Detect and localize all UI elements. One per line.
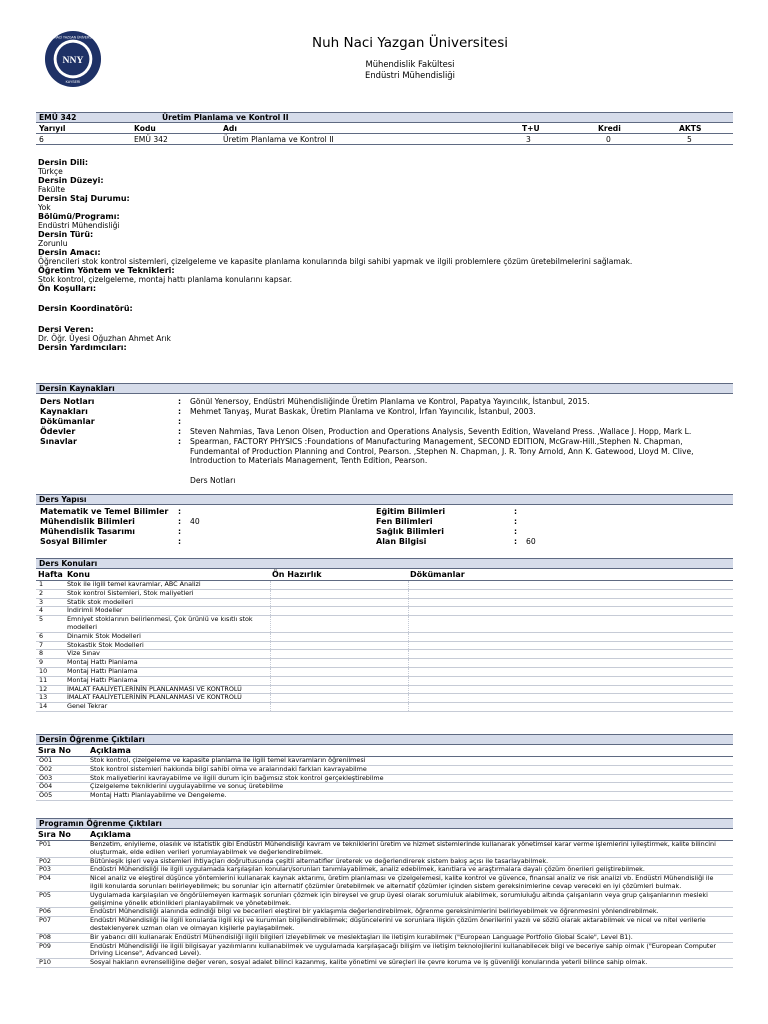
course-table (36, 112, 733, 145)
col-adi: Adı (223, 124, 237, 133)
topic-row (36, 599, 733, 608)
yapi-value: 40 (190, 517, 200, 526)
col-aciklama: Açıklama (90, 830, 131, 839)
val-akts: 5 (687, 135, 692, 144)
university-title: Nuh Naci Yazgan Üniversitesi (312, 35, 508, 51)
yapi-value: 60 (526, 537, 536, 546)
topic-row (36, 642, 733, 651)
info-label: Dersin Staj Durumu: (38, 194, 130, 203)
logo-ring-text: NUH NACİ YAZGAN ÜNİVERSİTESİ (46, 35, 100, 40)
kaynaklar-section (36, 383, 733, 485)
faculty-name: Mühendislik Fakültesi (365, 59, 455, 69)
yapi-label: Matematik ve Temel Bilimler (40, 507, 169, 516)
info-value: Endüstri Mühendisliği (38, 221, 120, 230)
kaynaklar-list (36, 397, 733, 485)
info-label: Dersin Türü: (38, 230, 94, 239)
kaynak-value: Steven Nahmias, Tava Lenon Olsen, Production and Operations Analysis, Seventh Edition, Waveland Press. ,Wallace J. Hopp, Mark L. (190, 427, 692, 436)
outcome-no: Ö02 (39, 764, 53, 773)
yapi-row (36, 517, 733, 527)
topic-week: 8 (39, 649, 44, 658)
col-on-hazirlik: Ön Hazırlık (272, 570, 322, 579)
program-text: Bir yabancı dili kullanarak Endüstri Mühendisliği ilgili bilgileri izleyebilmek ve meslektaşları ile iletişim kurabilmek ("European Language Portfolio Global Scale", Level B1). (90, 932, 633, 941)
outcome-no: Ö05 (39, 791, 53, 800)
kaynak-colon: : (178, 437, 182, 446)
info-label: Dersin Koordinatörü: (38, 304, 133, 313)
program-no: P08 (39, 932, 51, 941)
topic-text: Stok ile ilgili temel kavramlar, ABC Analizi (67, 580, 201, 588)
topic-week: 9 (39, 658, 44, 667)
page-header (0, 0, 768, 106)
kaynak-value: Ders Notları (190, 476, 236, 485)
info-value: Zorunlu (38, 239, 68, 248)
topic-text: Emniyet stoklarının belirlenmesi, Çok ürünlü ve kısıtlı stok modelleri (67, 615, 253, 631)
yapi-row (36, 507, 733, 517)
yapi-title: Ders Yapısı (36, 494, 733, 505)
kaynak-value: Mehmet Tanyaş, Murat Baskak, Üretim Planlama ve Kontrol, İrfan Yayıncılık, İstanbul, 2003. (190, 407, 536, 416)
yapi-label: Sosyal Bilimler (40, 537, 107, 546)
program-row (36, 841, 733, 858)
program-text: Endüstri Mühendisliği ile ilgili konularda ilgili kişi ve kurumları bilgilendirebilmek; düşüncelerini ve sorunlara ilişkin çözüm önerilerini yazılı ve sözlü olarak aktarabilmek ve nicel ve nitel verilerle desteklenyerek uzman olan ve olmayan kişilerle paylaşabilmek. (90, 916, 706, 932)
program-row (36, 875, 733, 892)
info-label: Dersin Düzeyi: (38, 176, 104, 185)
outcome-no: Ö03 (39, 773, 53, 782)
col-dokumanlar: Dökümanlar (410, 570, 465, 579)
topic-text: Stokastik Stok Modelleri (67, 640, 144, 649)
topic-text: Vize Sınav (67, 649, 100, 658)
info-value: Türkçe (38, 167, 63, 176)
program-no: P05 (39, 890, 51, 899)
topic-text: Dinamik Stok Modelleri (67, 631, 141, 640)
ogrenme-section (36, 734, 733, 801)
program-text: Sosyal hakların evrenselliğine değer veren, sosyal adalet bilinci kazanmış, kalite yönetimi ve süreçleri ile çevre koruma ve iş güvenliği konularında yeterli bilince sahip olmak. (90, 958, 648, 967)
val-yariyil: 6 (39, 135, 44, 144)
col-yariyil: Yarıyıl (39, 124, 66, 133)
yapi-colon: : (514, 517, 518, 526)
topic-text: İMALAT FAALİYETLERİNİN PLANLANMASI VE KONTROLÜ (67, 684, 242, 693)
yapi-colon: : (514, 527, 518, 536)
konular-rows (36, 581, 733, 712)
program-no: P02 (39, 856, 51, 865)
topic-week: 12 (39, 684, 48, 693)
topic-text: Montaj Hattı Planlama (67, 658, 138, 667)
topic-week: 7 (39, 640, 44, 649)
course-value-row (36, 134, 733, 145)
program-text: Endüstri Mühendisliği alanında edindiği bilgi ve becerileri eleştirel bir yaklaşımla değerlendirebilmek, öğrenme gereksinimlerini belirleyebilmek ve öğrenmesini yönlendirebilmek. (90, 907, 659, 916)
col-sira-no: Sıra No (38, 746, 71, 755)
topic-row (36, 616, 733, 633)
val-kodu: EMÜ 342 (134, 135, 168, 144)
col-hafta: Hafta (38, 570, 63, 579)
program-text: Nicel analiz ve eleştirel düşünce yöntemlerini kullanarak kaynak aktarımı, üretim planlaması ve çizelgelemesi, kalite kontrol ve güvence, finansal analiz ve risk analizi vb. Endüstri Mühendisliği ile ilgili konularda sorunları belirleyebilmek; bu sorunlar için alternatif çözümler üretebilmek ve alternatif çözümler içinden sistem gereksinimlerine cevap vereceki en iyi çözümleri bulmak. (90, 874, 714, 890)
kaynak-colon: : (178, 417, 182, 426)
yapi-colon: : (178, 507, 182, 516)
topic-row (36, 668, 733, 677)
yapi-colon: : (514, 507, 518, 516)
ogrenme-title: Dersin Öğrenme Çıktıları (36, 734, 733, 745)
kaynak-label: Dökümanlar (40, 417, 95, 426)
topic-row (36, 703, 733, 712)
program-text: Endüstri Mühendisliği ile ilgili uygulamada karşılaşılan konuları/sorunları tanımlayabilmek, analiz edebilmek, kanıtlara ve araştırmalara dayalı çözüm önerileri geliştirebilmek. (90, 865, 645, 874)
program-no: P09 (39, 941, 51, 950)
topic-row (36, 590, 733, 599)
topic-text: İMALAT FAALİYETLERİNİN PLANLANMASI VE KONTROLÜ (67, 693, 242, 702)
program-row (36, 943, 733, 960)
yapi-colon: : (178, 527, 182, 536)
outcome-text: Stok kontrol, çizelgeleme ve kapasite planlama ile ilgili temel kavramların öğrenilmesi (90, 756, 366, 764)
info-label: Ön Koşulları: (38, 284, 97, 293)
info-value: Yok (38, 203, 51, 212)
program-row (36, 917, 733, 934)
yapi-row (36, 537, 733, 547)
outcome-no: Ö04 (39, 782, 53, 791)
program-no: P01 (39, 840, 51, 848)
program-no: P03 (39, 865, 51, 874)
yapi-label: Mühendislik Bilimleri (40, 517, 135, 526)
yapi-grid (36, 507, 733, 547)
kaynak-label: Ders Notları (40, 397, 95, 406)
program-no: P07 (39, 916, 51, 925)
program-row (36, 892, 733, 909)
col-akts: AKTS (679, 124, 702, 133)
topic-week: 13 (39, 693, 48, 702)
kaynaklar-title: Dersin Kaynakları (36, 383, 733, 394)
topic-week: 2 (39, 588, 44, 597)
col-kodu: Kodu (134, 124, 156, 133)
program-no: P06 (39, 907, 51, 916)
kaynak-label: Ödevler (40, 427, 76, 436)
yapi-label: Eğitim Bilimleri (376, 507, 446, 516)
info-value: Fakülte (38, 185, 66, 194)
kaynak-colon: : (178, 397, 182, 406)
topic-text: İndirimli Modeller (67, 606, 123, 615)
outcome-text: Montaj Hattı Planlayabilme ve Dengeleme. (90, 791, 227, 800)
yapi-section (36, 494, 733, 547)
university-logo (44, 30, 102, 88)
col-sira-no: Sıra No (38, 830, 71, 839)
yapi-colon: : (178, 517, 182, 526)
topic-week: 14 (39, 702, 48, 711)
program-text: Uygulamada karşılaşılan ve öngörülemeyen karmaşık sorunları çözmek için bireysel ve grup üyesi olarak sorumluluk alabilmek, sorumluluğu altında çalışanların veya grup çalışanlarının mesleki gelişimine yönelik etkinlikleri planlayabilmek ve yönetebilmek. (90, 890, 708, 907)
yapi-label: Mühendislik Tasarımı (40, 527, 136, 536)
program-text: Bütünleşik işleri veya sistemleri ihtiyaçları doğrultusunda çeşitli alternatifler üreterek ve değerlendirerek sistem bakış açısı ile tasarlayabilmek. (90, 856, 549, 865)
val-kredi: 0 (606, 135, 611, 144)
topic-week: 1 (39, 580, 44, 588)
topic-text: Stok kontrol Sistemleri, Stok maliyetleri (67, 588, 194, 597)
yapi-label: Sağlık Bilimleri (376, 527, 444, 536)
topic-week: 3 (39, 597, 44, 606)
kaynak-value: Spearman, FACTORY PHYSICS :Foundations of Manufacturing Management, SECOND EDITION, McGraw-Hill.,Stephen N. Chapman, Fundemantal of Production Planning and Control, Pearson. ,Stephen N. Chapman, J. R. Tony Arnold, Ann K. Gatewood, Lloyd M. Clive, Introduction to Materials Management, Tenth Edition, Pearson. (190, 437, 694, 466)
topic-text: Montaj Hattı Planlama (67, 666, 138, 675)
topic-week: 6 (39, 631, 44, 640)
col-tu: T+U (522, 124, 540, 133)
yapi-label: Alan Bilgisi (376, 537, 427, 546)
col-konu: Konu (67, 570, 90, 579)
info-label: Dersin Yardımcıları: (38, 343, 127, 352)
outcome-text: Çizelgeleme tekniklerini uygulayabilme ve sonuç üretebilme (90, 782, 284, 791)
info-value: Stok kontrol, çizelgeleme, montaj hattı planlama konularını kapsar. (38, 275, 293, 284)
val-tu: 3 (526, 135, 531, 144)
topic-text: Genel Tekrar (67, 702, 108, 711)
outcome-text: Stok kontrol sistemleri hakkında bilgi sahibi olma ve aralarındaki farkları kavrayabilme (90, 764, 367, 773)
course-title-bar (36, 112, 733, 123)
course-header-row (36, 123, 733, 134)
col-kredi: Kredi (598, 124, 621, 133)
program-row (36, 959, 733, 968)
topic-text: Montaj Hattı Planlama (67, 675, 138, 684)
kaynak-colon: : (178, 407, 182, 416)
topic-row (36, 659, 733, 668)
course-name-bar: Üretim Planlama ve Kontrol II (162, 113, 289, 122)
kaynak-value: Gönül Yenersoy, Endüstri Mühendisliğinde Üretim Planlama ve Kontrol, Papatya Yayıncılık, İstanbul, 2015. (190, 397, 590, 406)
topic-week: 10 (39, 666, 48, 675)
outcome-row (36, 792, 733, 801)
course-info (38, 158, 728, 352)
program-title: Programın Öğrenme Çıktıları (36, 818, 733, 829)
outcome-no: Ö01 (39, 756, 53, 764)
topic-row (36, 694, 733, 703)
col-aciklama: Açıklama (90, 746, 131, 755)
info-label: Dersin Amacı: (38, 248, 101, 257)
program-section (36, 818, 733, 968)
info-value: Öğrencileri stok kontrol sistemleri, çizelgeleme ve kapasite planlama konularında bilgi sahibi yapmak ve ilgili problemlere çözüm üretebilmelerini sağlamak. (38, 257, 633, 266)
topic-week: 11 (39, 675, 48, 684)
kaynak-label: Kaynakları (40, 407, 88, 416)
info-label: Bölümü/Programı: (38, 212, 120, 221)
course-code-bar: EMÜ 342 (39, 113, 77, 122)
konular-title: Ders Konuları (36, 558, 733, 569)
konular-section (36, 558, 733, 712)
topic-text: Statik stok modelleri (67, 597, 133, 606)
logo-text: NNY (62, 54, 84, 66)
department-name: Endüstri Mühendisliği (365, 70, 455, 80)
yapi-colon: : (178, 537, 182, 546)
program-no: P10 (39, 958, 51, 967)
logo-city-text: KAYSERİ (65, 80, 81, 85)
topic-week: 4 (39, 606, 44, 615)
kaynak-label: Sınavlar (40, 437, 77, 446)
info-label: Dersi Veren: (38, 325, 94, 334)
yapi-label: Fen Bilimleri (376, 517, 433, 526)
topic-row (36, 650, 733, 659)
yapi-row (36, 527, 733, 537)
topic-week: 5 (39, 615, 44, 624)
info-value: Dr. Öğr. Üyesi Oğuzhan Ahmet Arık (38, 334, 171, 343)
program-text: Endüstri Mühendisliği ile ilgili bilgisayar yazılımlarını kullanabilmek ve uygulamada karşılaşacağı bilişim ve iletişim teknolojilerini kullanabilecek bilgi ve beceriye sahip olmak ("European Computer Driving License", Advanced Level). (90, 941, 717, 958)
val-adi: Üretim Planlama ve Kontrol II (223, 135, 334, 144)
kaynak-colon: : (178, 427, 182, 436)
info-label: Dersin Dili: (38, 158, 89, 167)
yapi-colon: : (514, 537, 518, 546)
info-label: Öğretim Yöntem ve Teknikleri: (38, 266, 175, 275)
outcome-text: Stok maliyetlerini kavrayabilme ve ilgili durum için bağımsız stok kontrol gerçekleştirebilme (90, 773, 384, 782)
program-no: P04 (39, 874, 51, 883)
program-text: Benzetim, eniyileme, olasılık ve istatistik gibi Endüstri Mühendisliği kavram ve tekniklerini üretim ve hizmet sistemlerinde kullanarak yönetimsel karar verme işlemlerini iyileştirmek, kalite bilincini oluşturmak, elde edilen verileri yorumlayabilmek ve değerlendirebilmek. (90, 840, 716, 856)
